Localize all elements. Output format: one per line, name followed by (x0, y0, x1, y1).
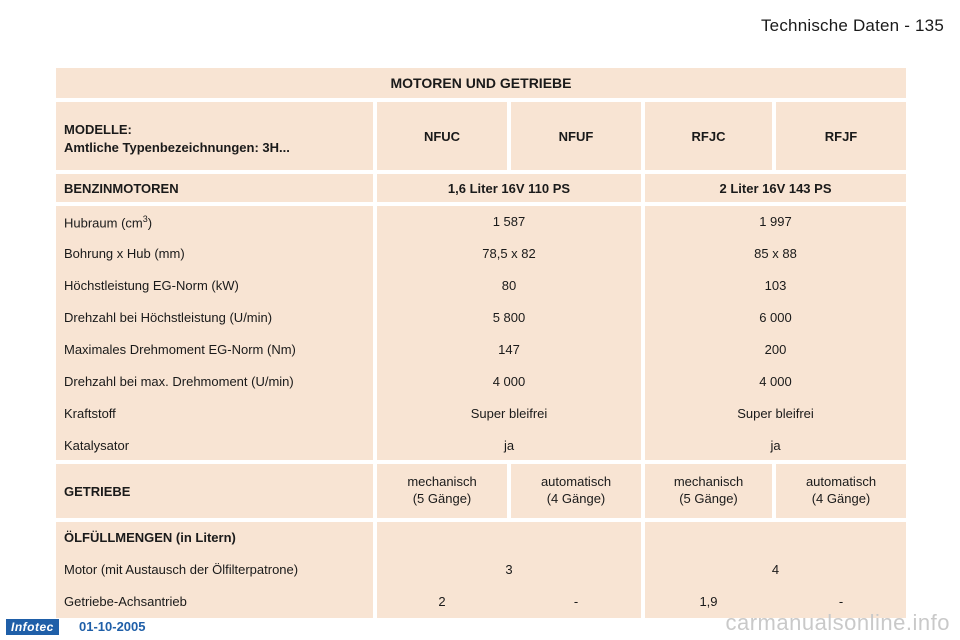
spec-value: 80 (501, 278, 517, 293)
spec-value: 1 587 (492, 214, 526, 229)
spec-value: 103 (764, 278, 787, 293)
spec-label: Höchstleistung EG-Norm (kW) (64, 278, 239, 293)
oil-gearbox-value: 1,9 (699, 594, 718, 609)
model-cell-rfjf (776, 102, 906, 170)
spec-value: 147 (498, 342, 520, 357)
specs-label-cell (56, 206, 373, 460)
model-cell-nfuc (377, 102, 507, 170)
specs-engine-16-cell (377, 206, 641, 460)
spec-value: 6 000 (759, 310, 792, 325)
spec-value: Super bleifrei (737, 406, 814, 421)
gearbox-gears: (5 Gänge) (412, 491, 472, 506)
model-rfjc: RFJC (691, 129, 726, 144)
spec-value: 4 000 (759, 374, 792, 389)
engine-section-label: BENZINMOTOREN (64, 181, 179, 196)
model-cell-rfjc (645, 102, 772, 170)
model-nfuc: NFUC (423, 129, 461, 144)
gearbox-type: automatisch (540, 474, 612, 489)
oil-gearbox-value: 2 (438, 594, 446, 609)
spec-label: Drehzahl bei max. Drehmoment (U/min) (64, 374, 294, 389)
model-rfjf: RFJF (824, 129, 858, 144)
models-label-1: MODELLE: (64, 122, 132, 137)
page-title: Technische Daten - 135 (760, 16, 944, 35)
oil-gearbox-value: - (838, 594, 844, 609)
engine-cell-16 (377, 174, 641, 202)
spec-label: Bohrung x Hub (mm) (64, 246, 185, 261)
spec-value: Super bleifrei (470, 406, 548, 421)
engine-section-cell (56, 174, 373, 202)
gearbox-cell (776, 464, 906, 518)
gearbox-type: mechanisch (673, 474, 744, 489)
infotec-logo: Infotec (6, 619, 59, 635)
spec-value: 85 x 88 (754, 246, 797, 261)
gearbox-section-label: GETRIEBE (64, 484, 131, 499)
oil-engine-16-cell (377, 522, 641, 618)
oil-engine-value: 3 (505, 562, 513, 577)
models-label-cell (56, 102, 373, 170)
engine-cell-20 (645, 174, 906, 202)
oil-label-cell (56, 522, 373, 618)
oil-engine-value: 4 (771, 562, 780, 577)
models-label-2: Amtliche Typenbezeichnungen: 3H... (64, 140, 290, 155)
spec-value: 200 (764, 342, 787, 357)
spec-label-hubraum: Hubraum $(cm^3)$ (64, 214, 153, 231)
gearbox-gears: (5 Gänge) (679, 491, 738, 506)
spec-label: Kraftstoff (64, 406, 116, 421)
engine-16-label: 1,6 Liter 16V 110 PS (447, 181, 571, 196)
oil-engine-label: Motor (mit Austausch der Ölfilterpatrone) (64, 562, 299, 577)
model-cell-nfuf (511, 102, 641, 170)
spec-value: ja (503, 438, 515, 453)
specs-engine-20-cell (645, 206, 906, 460)
spec-value: 4 000 (492, 374, 526, 389)
oil-gearbox-label: Getriebe-Achsantrieb (64, 594, 187, 609)
oil-section-label: ÖLFÜLLMENGEN (in Litern) (64, 530, 236, 545)
gearbox-type: automatisch (805, 474, 877, 489)
spec-value: 78,5 x 82 (482, 246, 536, 261)
spec-label: Maximales Drehmoment EG-Norm (Nm) (64, 342, 296, 357)
table-title: MOTOREN UND GETRIEBE (56, 68, 906, 98)
spec-label: Katalysator (64, 438, 130, 453)
gearbox-cell (645, 464, 772, 518)
footer-date: 01-10-2005 (79, 619, 146, 634)
oil-engine-20-cell (645, 522, 906, 618)
spec-value: 5 800 (492, 310, 526, 325)
gearbox-cell (377, 464, 507, 518)
model-nfuf: NFUF (558, 129, 594, 144)
spec-label: Drehzahl bei Höchstleistung (U/min) (64, 310, 273, 325)
gearbox-type: mechanisch (407, 474, 477, 489)
gearbox-gears: (4 Gänge) (811, 491, 871, 506)
spec-value: 1 997 (759, 214, 792, 229)
spec-value: ja (770, 438, 781, 453)
oil-gearbox-value: - (573, 594, 579, 609)
gearbox-cell (511, 464, 641, 518)
gearbox-section-cell (56, 464, 373, 518)
gearbox-gears: (4 Gänge) (546, 491, 606, 506)
engine-20-label: 2 Liter 16V 143 PS (719, 181, 832, 196)
watermark: carmanualsonline.info (725, 610, 950, 635)
